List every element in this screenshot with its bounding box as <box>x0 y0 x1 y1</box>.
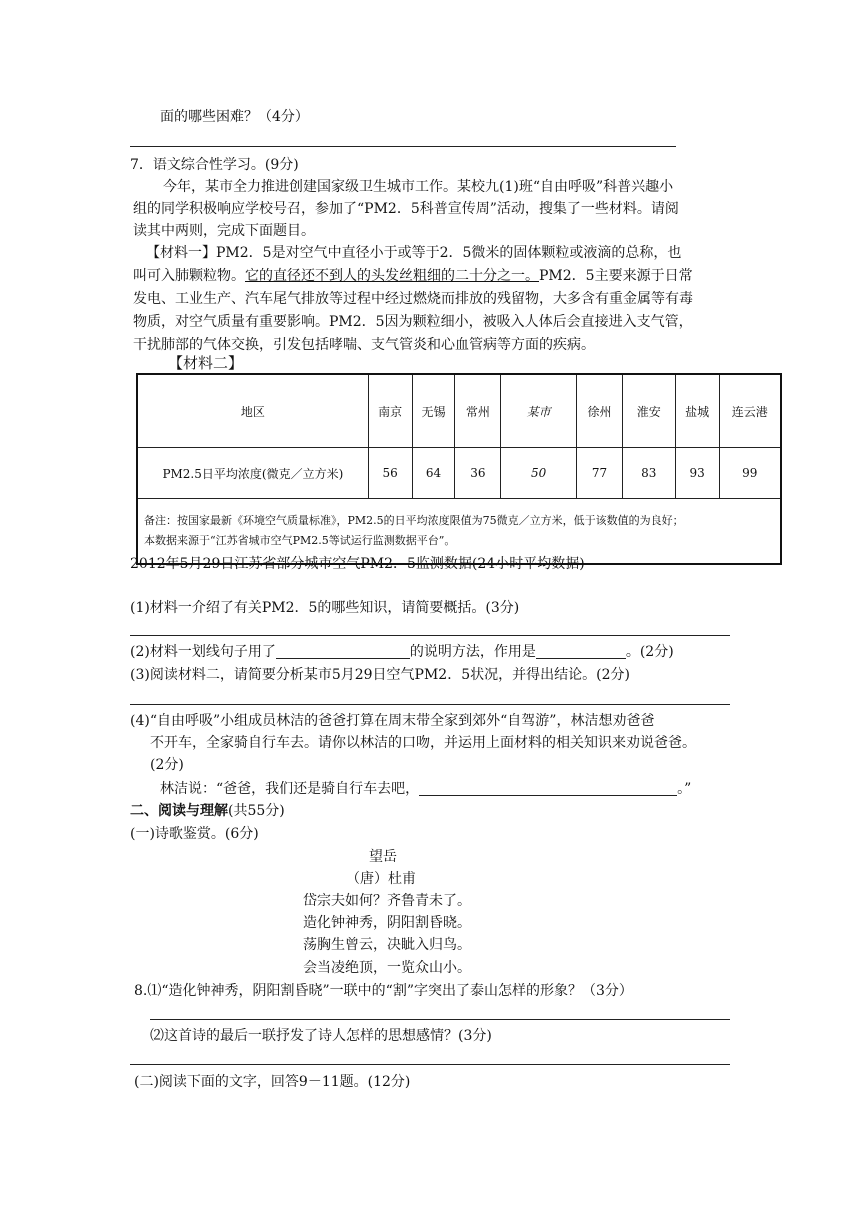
value-cell: 99 <box>719 448 781 499</box>
city-cell: 南京 <box>368 374 412 448</box>
answer-line <box>150 1019 730 1020</box>
material-one-line: 发电、工业生产、汽车尾气排放等过程中经过燃烧而排放的残留物，大多含有重金属等有毒 <box>133 291 693 307</box>
poem-title: 望岳 <box>369 849 397 865</box>
row-label: PM2.5日平均浓度(微克／立方米) <box>137 448 368 499</box>
answer-line <box>130 146 676 147</box>
sub-question-2: (2)材料一划线句子用了 的说明方法，作用是 。(2分) <box>130 644 674 660</box>
sub-question-1: (1)材料一介绍了有关PM2．5的哪些知识，请简要概括。(3分) <box>130 600 520 616</box>
underlined-sentence: 它的直径还不到人的头发丝粗细的二十分之一。 <box>245 268 539 284</box>
material-one-line: 【材料一】PM2．5是对空气中直径小于或等于2．5微米的固体颗粒或液滴的总称，也 <box>146 245 682 261</box>
sub-question-4: (4)“自由呼吸”小组成员林洁的爸爸打算在周末带全家到郊外“自驾游”，林洁想劝爸爸 <box>130 713 655 729</box>
city-cell: 淮安 <box>622 374 675 448</box>
material-one-label: 【材料一】 <box>146 245 216 261</box>
material-two-label: 【材料二】 <box>168 354 244 372</box>
city-cell: 徐州 <box>577 374 623 448</box>
sub-question-4-answer: 林洁说：“爸爸，我们还是骑自行车去吧， 。” <box>160 781 692 797</box>
value-cell: 77 <box>577 448 623 499</box>
sub-question-3: (3)阅读材料二，请简要分析某市5月29日空气PM2．5状况，并得出结论。(2分) <box>130 667 630 683</box>
q7-intro-line: 读其中两则，完成下面题目。 <box>133 223 315 239</box>
poem-line: 岱宗夫如何？齐鲁青未了。 <box>303 893 471 909</box>
question-tail: 面的哪些困难？（4分） <box>160 109 309 125</box>
value-cell: 50 <box>501 448 577 499</box>
value-cell: 93 <box>675 448 719 499</box>
poem-line: 会当凌绝顶，一览众山小。 <box>303 960 471 976</box>
answer-line <box>130 1064 730 1065</box>
table-note: 备注：按国家最新《环境空气质量标准》，PM2.5的日平均浓度限值为75微克／立方米，低于该数值的为良好； 本数据来源于“江苏省城市空气PM2.5等试运行监测数据平台”。 <box>137 499 781 565</box>
q7-intro-line: 组的同学积极响应学校号召，参加了“PM2．5科普宣传周”活动，搜集了一些材料。请阅 <box>133 201 679 217</box>
poem-line: 荡胸生曾云，决眦入归鸟。 <box>303 937 471 953</box>
answer-line <box>130 704 730 705</box>
pm25-data-table <box>136 373 782 565</box>
answer-blank[interactable] <box>276 644 410 659</box>
sub-question-4: (2分) <box>150 757 184 773</box>
city-cell: 无锡 <box>412 374 455 448</box>
q7-heading: 7．语文综合性学习。(9分) <box>130 157 299 173</box>
city-cell: 盐城 <box>675 374 719 448</box>
answer-blank[interactable] <box>536 644 626 659</box>
material-one-line: 叫可入肺颗粒物。它的直径还不到人的头发丝粗细的二十分之一。PM2．5主要来源于日常 <box>133 268 693 284</box>
value-cell: 83 <box>622 448 675 499</box>
value-cell: 64 <box>412 448 455 499</box>
sub-question-4: 不开车，全家骑自行车去。请你以林洁的口吻，并运用上面材料的相关知识来劝说爸爸。 <box>150 735 696 751</box>
city-cell: 连云港 <box>719 374 781 448</box>
value-cell: 56 <box>368 448 412 499</box>
material-one-line: 干扰肺部的气体交换，引发包括哮喘、支气管炎和心血管病等方面的疾病。 <box>133 337 595 353</box>
material-one-line: 物质，对空气质量有重要影响。PM2．5因为颗粒细小，被吸入人体后会直接进入支气管， <box>133 314 693 330</box>
question-8-1: 8.⑴“造化钟神秀，阴阳割昏晓”一联中的“割”字突出了泰山怎样的形象？（3分） <box>134 983 633 999</box>
section-heading: 二、阅读与理解(共55分) <box>130 803 285 819</box>
answer-line <box>130 635 730 636</box>
value-cell: 36 <box>455 448 501 499</box>
table-caption: 2012年5月29日江苏省部分城市空气PM2．5监测数据(24小时平均数据) <box>130 556 585 572</box>
city-cell: 常州 <box>455 374 501 448</box>
poem-author: （唐）杜甫 <box>346 871 416 887</box>
city-cell: 某市 <box>501 374 577 448</box>
header-region: 地区 <box>137 374 368 448</box>
part-two-heading: (二)阅读下面的文字，回答9－11题。(12分) <box>134 1074 411 1090</box>
q7-intro-line: 今年，某市全力推进创建国家级卫生城市工作。某校九(1)班“自由呼吸”科普兴趣小 <box>163 179 674 195</box>
part-one-heading: (一)诗歌鉴赏。(6分) <box>130 826 259 842</box>
question-8-2: ⑵这首诗的最后一联抒发了诗人怎样的思想感情？(3分) <box>150 1028 492 1044</box>
answer-blank[interactable] <box>419 781 677 796</box>
poem-line: 造化钟神秀，阴阳割昏晓。 <box>303 915 471 931</box>
